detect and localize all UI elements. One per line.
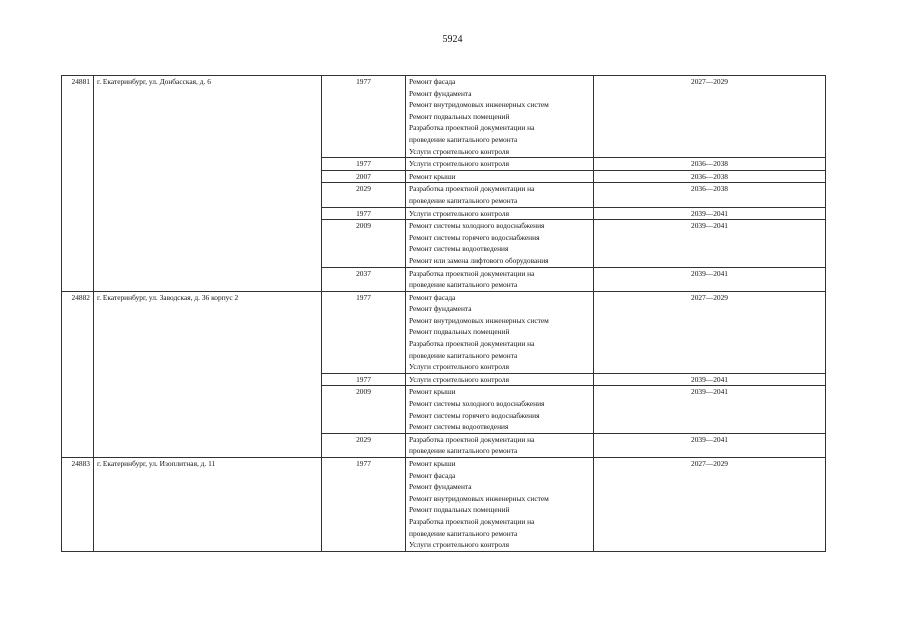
works-cell — [406, 386, 594, 433]
period-cell: 2039—2041 — [594, 433, 826, 457]
table-row — [62, 76, 826, 158]
year-cell: 1977 — [322, 291, 406, 373]
work-item: Ремонт фасада — [409, 292, 456, 302]
work-item: Ремонт внутридомовых инженерных систем — [409, 493, 549, 503]
work-item: Ремонт крыши — [409, 171, 456, 181]
work-item: Ремонт системы водоотведения — [409, 422, 509, 432]
work-item: Ремонт внутридомовых инженерных систем — [409, 315, 549, 325]
year-cell: 2029 — [322, 433, 406, 457]
work-item: Ремонт фундамента — [409, 482, 472, 492]
work-item: Услуги строительного контроля — [409, 146, 509, 156]
work-item: Ремонт фундамента — [409, 304, 472, 314]
work-item: Ремонт системы холодного водоснабжения — [409, 399, 545, 409]
record-id: 24883 — [62, 458, 94, 552]
work-item: проведение капитального ремонта — [409, 446, 518, 456]
work-item: Ремонт системы горячего водоснабжения — [409, 410, 540, 420]
period-cell: 2036—2038 — [594, 170, 826, 183]
work-item: проведение капитального ремонта — [409, 134, 518, 144]
work-item: Разработка проектной документации на — [409, 516, 535, 526]
table-row — [62, 458, 826, 552]
page-number: 5924 — [442, 34, 463, 45]
work-item: Ремонт или замена лифтового оборудования — [409, 255, 549, 265]
year-cell: 1977 — [322, 207, 406, 220]
work-item: Ремонт крыши — [409, 459, 456, 468]
year-cell: 2009 — [322, 386, 406, 433]
works-cell — [406, 207, 594, 220]
work-item: Разработка проектной документации на — [409, 339, 535, 349]
year-cell: 2007 — [322, 170, 406, 183]
table-body — [62, 76, 826, 552]
work-item: Услуги строительного контроля — [409, 208, 509, 218]
year-cell: 1977 — [322, 458, 406, 552]
year-cell: 1977 — [322, 158, 406, 171]
works-cell — [406, 76, 594, 158]
work-item: Услуги строительного контроля — [409, 374, 509, 384]
works-cell — [406, 158, 594, 171]
work-item: Ремонт подвальных помещений — [409, 327, 510, 337]
period-cell: 2039—2041 — [594, 373, 826, 386]
work-item: Ремонт крыши — [409, 387, 456, 397]
work-item: Ремонт системы холодного водоснабжения — [409, 221, 545, 231]
year-cell: 2009 — [322, 220, 406, 267]
work-item: Ремонт фасада — [409, 77, 456, 86]
works-cell — [406, 220, 594, 267]
work-item: Ремонт фасада — [409, 470, 456, 480]
period-cell: 2027—2029 — [594, 76, 826, 158]
works-cell — [406, 291, 594, 373]
work-item: Разработка проектной документации на — [409, 123, 535, 133]
work-item: Ремонт системы горячего водоснабжения — [409, 232, 540, 242]
record-id: 24881 — [62, 76, 94, 292]
work-item: Услуги строительного контроля — [409, 362, 509, 372]
work-item: проведение капитального ремонта — [409, 350, 518, 360]
period-cell: 2039—2041 — [594, 267, 826, 291]
record-address: г. Екатеринбург, ул. Донбасская, д. 6 — [94, 76, 322, 292]
work-item: Разработка проектной документации на — [409, 434, 535, 444]
period-cell: 2027—2029 — [594, 458, 826, 552]
work-item: Ремонт подвальных помещений — [409, 111, 510, 121]
year-cell: 1977 — [322, 76, 406, 158]
work-item: Ремонт подвальных помещений — [409, 505, 510, 515]
work-item: Ремонт системы водоотведения — [409, 244, 509, 254]
work-item: Разработка проектной документации на — [409, 184, 535, 194]
record-id: 24882 — [62, 291, 94, 457]
period-cell: 2039—2041 — [594, 220, 826, 267]
work-item: Услуги строительного контроля — [409, 540, 509, 550]
period-cell: 2036—2038 — [594, 158, 826, 171]
period-cell: 2039—2041 — [594, 386, 826, 433]
work-item: Ремонт фундамента — [409, 88, 472, 98]
work-item: проведение капитального ремонта — [409, 195, 518, 205]
record-address: г. Екатеринбург, ул. Заводская, д. 36 корпус 2 — [94, 291, 322, 457]
works-cell — [406, 170, 594, 183]
period-cell: 2036—2038 — [594, 183, 826, 207]
work-item: Услуги строительного контроля — [409, 159, 509, 169]
works-cell — [406, 458, 594, 552]
table-row — [62, 291, 826, 373]
year-cell: 1977 — [322, 373, 406, 386]
year-cell: 2029 — [322, 183, 406, 207]
year-cell: 2037 — [322, 267, 406, 291]
repair-schedule-table — [61, 75, 826, 552]
record-address: г. Екатеринбург, ул. Изоплитная, д. 11 — [94, 458, 322, 552]
work-item: Разработка проектной документации на — [409, 268, 535, 278]
work-item: проведение капитального ремонта — [409, 528, 518, 538]
work-item: проведение капитального ремонта — [409, 280, 518, 290]
works-cell — [406, 373, 594, 386]
works-cell — [406, 433, 594, 457]
works-cell — [406, 183, 594, 207]
period-cell: 2027—2029 — [594, 291, 826, 373]
period-cell: 2039—2041 — [594, 207, 826, 220]
works-cell — [406, 267, 594, 291]
work-item: Ремонт внутридомовых инженерных систем — [409, 100, 549, 110]
